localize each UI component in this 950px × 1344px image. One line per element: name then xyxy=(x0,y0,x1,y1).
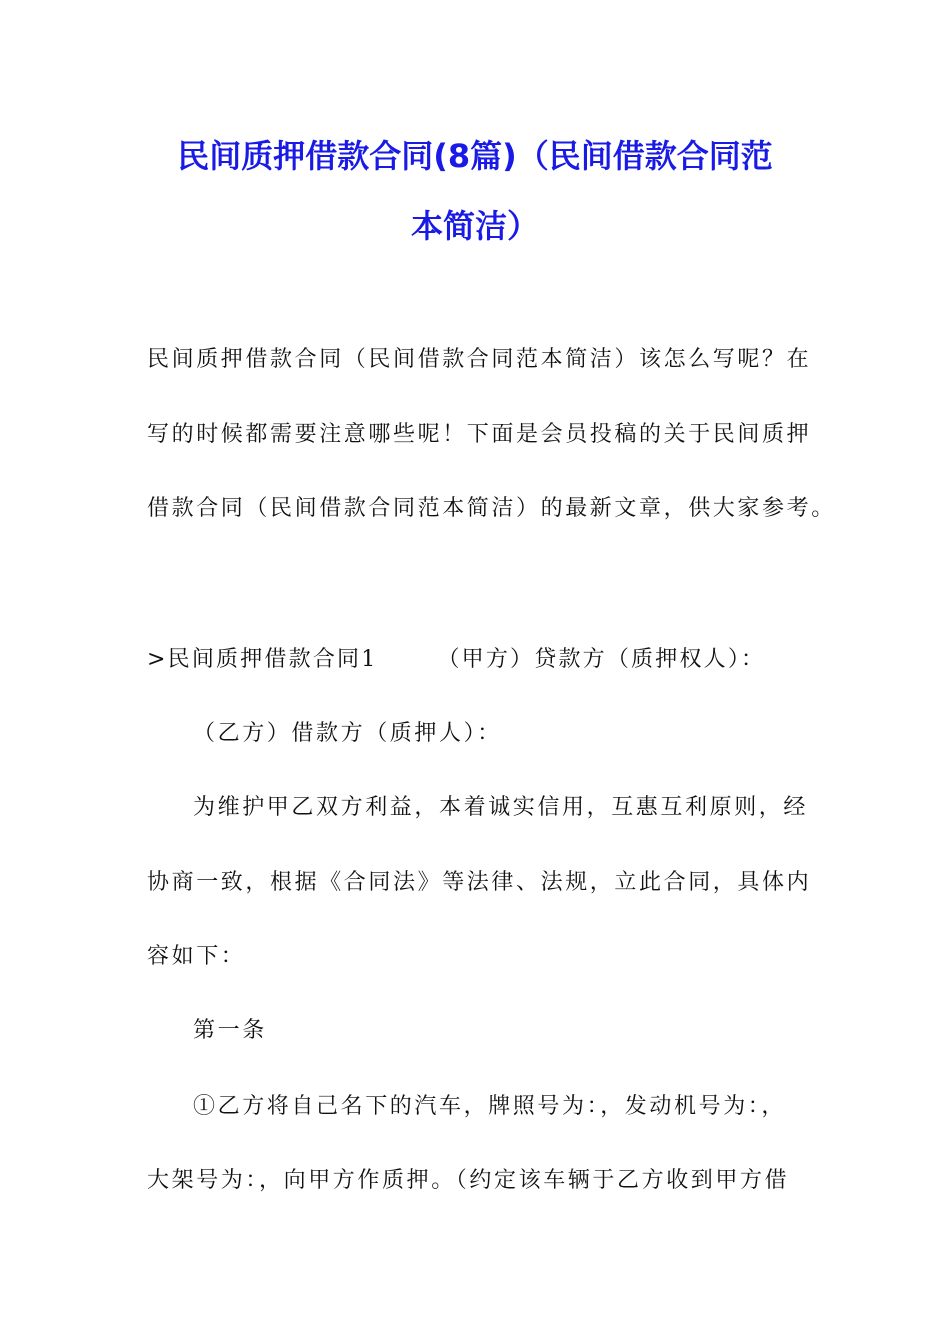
section-heading-line xyxy=(147,645,807,675)
paragraph-1-line-2: 协商一致，根据《合同法》等法律、法规，立此合同，具体内 xyxy=(147,870,812,895)
intro-line-3: 借款合同（民间借款合同范本简洁）的最新文章，供大家参考。 xyxy=(147,496,836,521)
clause-1-line-2: 大架号为：，向甲方作质押。（约定该车辆于乙方收到甲方借 xyxy=(147,1168,790,1193)
paragraph-1-line-3: 容如下： xyxy=(147,944,246,969)
party-b-label: （乙方）借款方（质押人）： xyxy=(193,721,502,746)
section-heading[interactable]: >民间质押借款合同1 xyxy=(147,647,378,672)
intro-line-1: 民间质押借款合同（民间借款合同范本简洁）该怎么写呢？在 xyxy=(147,347,812,372)
party-a-label: （甲方）贷款方（质押权人）： xyxy=(437,647,766,672)
document-title-line-2: 本简洁） xyxy=(410,207,539,245)
intro-line-2: 写的时候都需要注意哪些呢！下面是会员投稿的关于民间质押 xyxy=(147,422,812,447)
paragraph-1-line-1: 为维护甲乙双方利益，本着诚实信用，互惠互利原则，经 xyxy=(193,795,809,820)
document-title-line-1: 民间质押借款合同(8篇)（民间借款合同范 xyxy=(177,137,773,175)
clause-1-line-1: ①乙方将自己名下的汽车，牌照号为：，发动机号为：， xyxy=(193,1094,787,1119)
article-1-heading: 第一条 xyxy=(193,1018,267,1043)
